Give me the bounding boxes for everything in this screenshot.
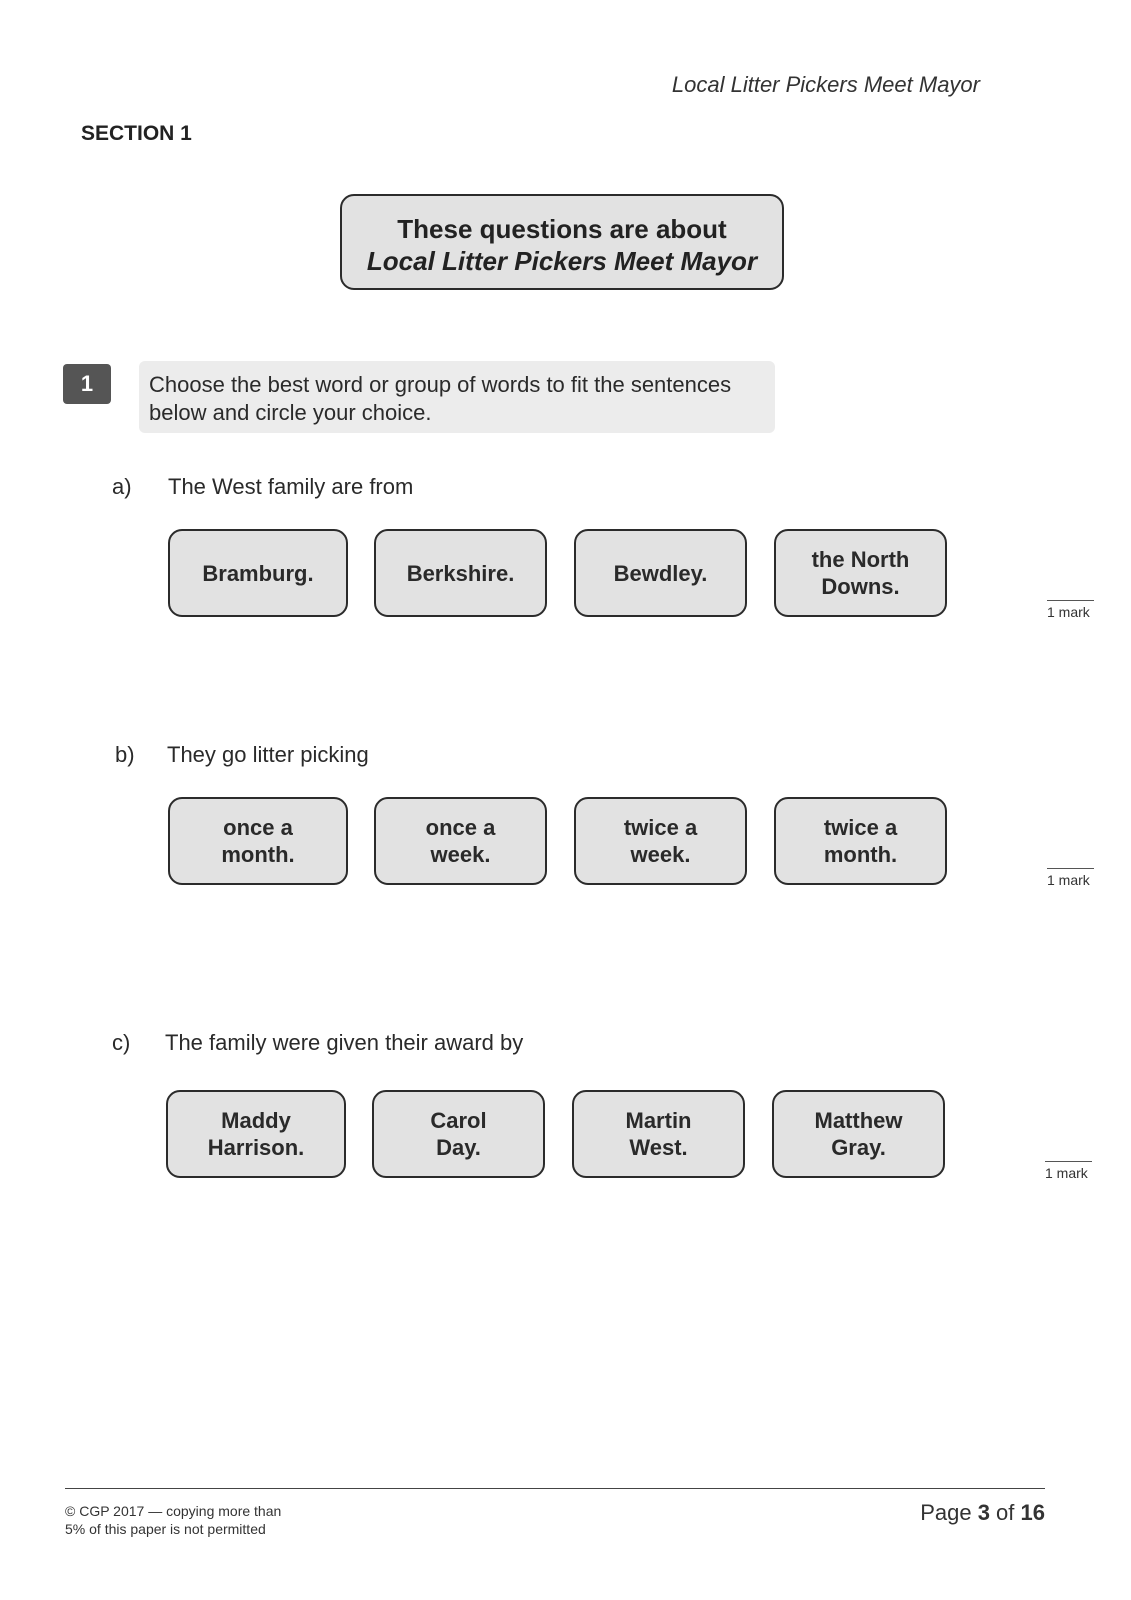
page-number (880, 1500, 1045, 1526)
option-b-3[interactable]: twice a week. (574, 797, 747, 885)
page-total: 16 (1020, 1500, 1045, 1525)
instruction-line-2: below and circle your choice. (149, 400, 432, 425)
option-a-1[interactable]: Bramburg. (168, 529, 348, 617)
option-b-4[interactable]: twice a month. (774, 797, 947, 885)
mark-line-c (1045, 1161, 1092, 1162)
option-c-1[interactable]: Maddy Harrison. (166, 1090, 346, 1178)
part-b-stem: They go litter picking (167, 742, 369, 767)
part-b-letter: b) (115, 742, 135, 767)
option-b-2[interactable]: once a week. (374, 797, 547, 885)
copyright-line-2: 5% of this paper is not permitted (65, 1521, 266, 1537)
copyright-notice (65, 1502, 281, 1538)
part-c-stem: The family were given their award by (165, 1030, 524, 1055)
option-c-2[interactable]: Carol Day. (372, 1090, 545, 1178)
instruction-line-1: Choose the best word or group of words to fit the sentences (149, 372, 732, 397)
intro-box (340, 194, 784, 290)
mark-line-a (1047, 600, 1094, 601)
footer-rule (65, 1488, 1045, 1489)
part-c-letter: c) (112, 1030, 131, 1055)
mark-c: 1 mark (1045, 1165, 1088, 1181)
option-a-4[interactable]: the North Downs. (774, 529, 947, 617)
option-c-4[interactable]: Matthew Gray. (772, 1090, 945, 1178)
page-middle: of (989, 1500, 1021, 1525)
intro-line-2: Local Litter Pickers Meet Mayor (366, 246, 758, 276)
mark-a: 1 mark (1047, 604, 1090, 620)
option-a-2[interactable]: Berkshire. (374, 529, 547, 617)
page-prefix: Page (920, 1500, 978, 1525)
option-a-3[interactable]: Bewdley. (574, 529, 747, 617)
mark-b: 1 mark (1047, 872, 1090, 888)
option-c-3[interactable]: Martin West. (572, 1090, 745, 1178)
question-number: 1 (63, 364, 111, 404)
question-instruction (139, 361, 775, 433)
copyright-line-1: © CGP 2017 — copying more than (65, 1503, 282, 1519)
page-current: 3 (977, 1500, 990, 1525)
option-b-1[interactable]: once a month. (168, 797, 348, 885)
intro-line-1: These questions are about (397, 214, 727, 244)
mark-line-b (1047, 868, 1094, 869)
part-a-letter: a) (112, 474, 132, 499)
part-a-stem: The West family are from (168, 474, 414, 499)
running-title: Local Litter Pickers Meet Mayor (671, 72, 980, 97)
section-label: SECTION 1 (81, 122, 192, 145)
